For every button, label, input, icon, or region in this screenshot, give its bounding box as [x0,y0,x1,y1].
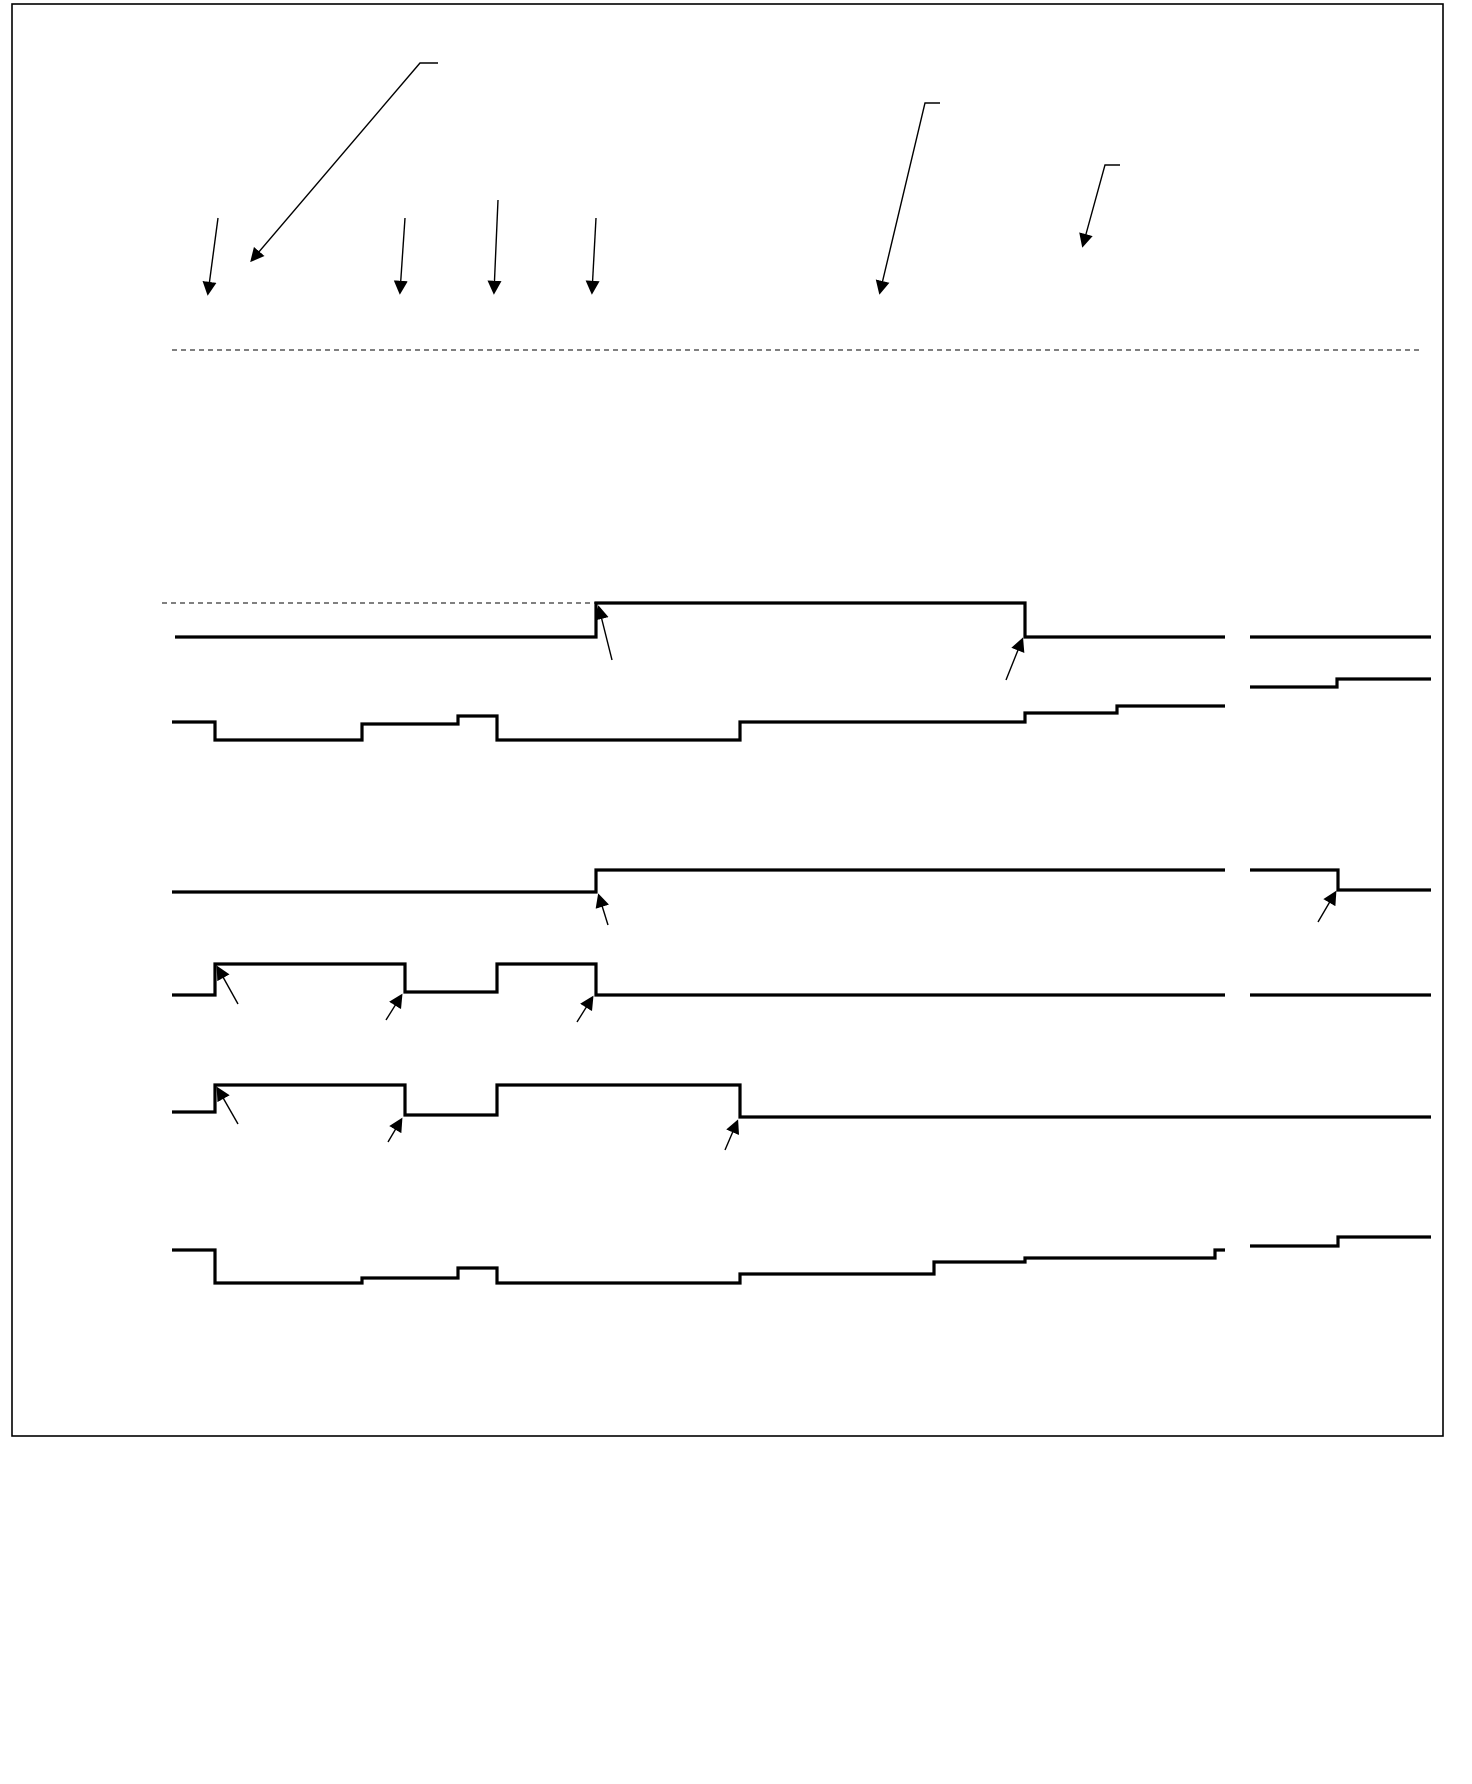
detection-leader-2 [400,218,405,292]
footnotes [24,1468,1454,1778]
annotation-markers [218,608,1335,1150]
callout-pattern-b-not-c-leader [1083,165,1120,245]
b-counter-wave [172,679,1431,740]
footnote-column-1 [24,1468,434,1492]
first-trip-dtc-wave [172,1085,1431,1117]
detection-leader-3 [494,200,498,292]
footnote-column-2 [566,1468,996,1486]
callout-pattern-c-not-b-leader [880,103,940,292]
detection-leader-4 [592,218,596,292]
first-trip-ffd-wave [172,964,1431,995]
diagram-frame [12,4,1443,1436]
dtc-ffd-wave [172,870,1431,892]
detection-leader-1 [208,218,218,293]
c-counter-wave [172,1237,1431,1283]
callout-pattern-b-and-c-leader [252,63,438,260]
footnote-column-3 [1024,1468,1454,1486]
mil-wave [175,603,1431,637]
waveforms [172,603,1431,1283]
